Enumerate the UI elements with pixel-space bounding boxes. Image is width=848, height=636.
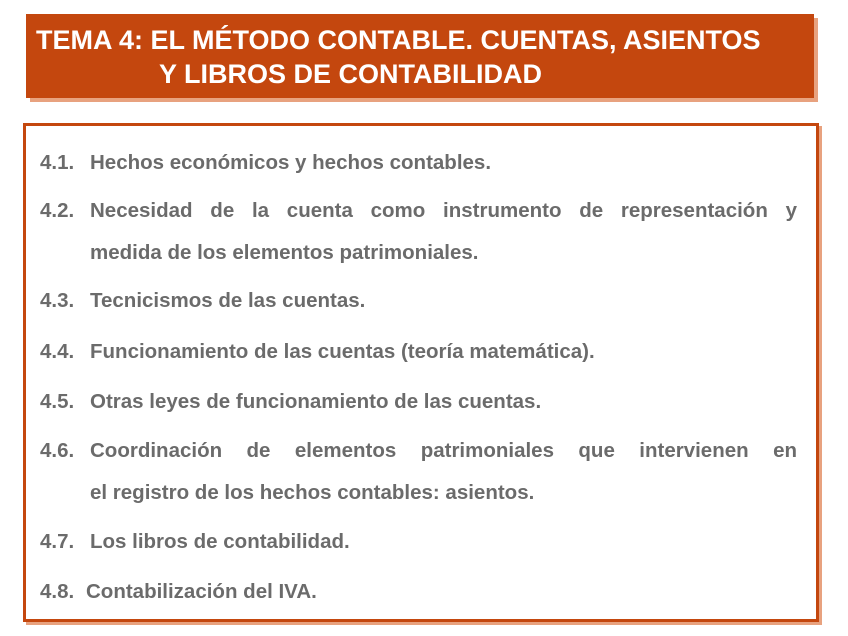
list-item-4-4 bbox=[40, 331, 797, 373]
item-text-continued: el registro de los hechos contables: asientos. bbox=[90, 481, 535, 504]
item-text: Otras leyes de funcionamiento de las cuentas. bbox=[90, 390, 542, 413]
title-line-1: TEMA 4: EL MÉTODO CONTABLE. CUENTAS, ASIENTOS bbox=[36, 25, 761, 55]
title-banner bbox=[26, 14, 814, 98]
item-number: 4.2. bbox=[40, 199, 75, 222]
item-text: Hechos económicos y hechos contables. bbox=[90, 151, 492, 174]
item-number: 4.1. bbox=[40, 151, 75, 174]
title-line-2: Y LIBROS DE CONTABILIDAD bbox=[159, 59, 543, 89]
item-number: 4.3. bbox=[40, 289, 75, 312]
item-number: 4.8. bbox=[40, 580, 75, 603]
contents-list bbox=[23, 123, 819, 622]
list-item-4-1 bbox=[40, 142, 797, 184]
list-item-4-6 bbox=[40, 430, 797, 514]
item-text-continued: medida de los elementos patrimoniales. bbox=[90, 241, 479, 264]
list-item-4-8 bbox=[40, 571, 797, 613]
item-text: Funcionamiento de las cuentas (teoría matemática). bbox=[90, 340, 595, 363]
item-text: Necesidad de la cuenta como instrumento de representación y bbox=[90, 199, 797, 222]
item-text: Tecnicismos de las cuentas. bbox=[90, 289, 366, 312]
list-item-4-7 bbox=[40, 521, 797, 563]
list-item-4-2 bbox=[40, 190, 797, 274]
item-text: Coordinación de elementos patrimoniales que intervienen en bbox=[90, 439, 797, 462]
list-item-4-3 bbox=[40, 280, 797, 322]
item-text: Contabilización del IVA. bbox=[86, 580, 317, 603]
item-number: 4.7. bbox=[40, 530, 75, 553]
item-number: 4.4. bbox=[40, 340, 75, 363]
list-item-4-5 bbox=[40, 381, 797, 423]
item-text: Los libros de contabilidad. bbox=[90, 530, 350, 553]
item-number: 4.5. bbox=[40, 390, 75, 413]
item-number: 4.6. bbox=[40, 439, 75, 462]
